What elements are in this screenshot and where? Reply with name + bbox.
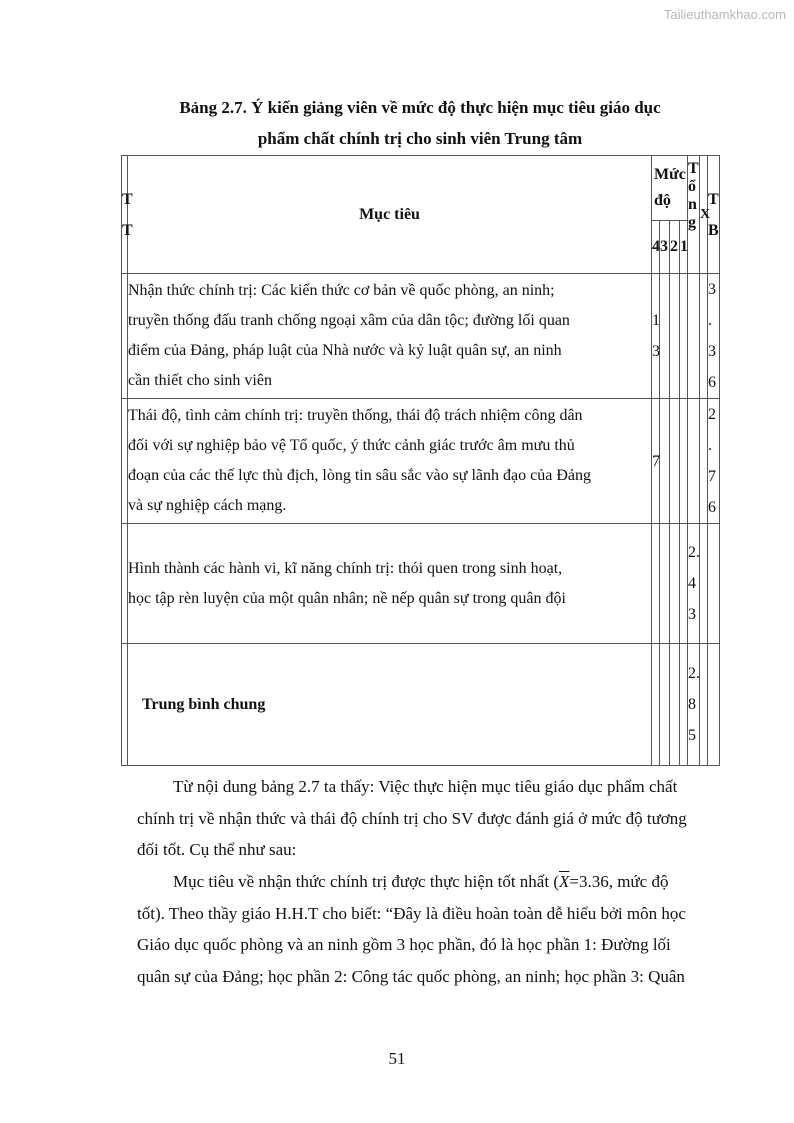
row4-level-2 (670, 644, 680, 766)
table-row (122, 274, 720, 399)
table-row (122, 399, 720, 524)
p1-line-1: Từ nội dung bảng 2.7 ta thấy: Việc thực hiện mục tiêu giáo dục phẩm chất (173, 777, 678, 796)
row3-line-1: Hình thành các hành vi, kĩ năng chính trị: thói quen trong sinh hoạt, (128, 559, 563, 577)
row1-line-3: điểm của Đảng, pháp luật của Nhà nước và kỷ luật quân sự, an ninh (128, 342, 562, 359)
p2-line-4: quân sự của Đảng; học phần 2: Công tác quốc phòng, an ninh; học phần 3: Quân (137, 966, 685, 986)
row3-level-1 (680, 524, 688, 644)
row1-level-4: 1 3 (652, 274, 660, 399)
header-x: X (700, 156, 708, 274)
row2-level-4: 7 (652, 399, 660, 524)
caption-line-1: Bảng 2.7. Ý kiến giảng viên về mức độ thực hiện mục tiêu giáo dục (179, 98, 661, 117)
row2-level-2 (670, 399, 680, 524)
p1-line-2: chính trị về nhận thức và thái độ chính trị cho SV được đánh giá ở mức độ tương (137, 808, 687, 828)
row2-line-2: đối với sự nghiệp bảo vệ Tổ quốc, ý thức cảnh giác trước âm mưu thủ (128, 437, 575, 454)
table-caption (120, 92, 720, 154)
row3-level-3 (660, 524, 670, 644)
row1-level-3 (660, 274, 670, 399)
row1-level-2 (670, 274, 680, 399)
row1-line-1: Nhận thức chính trị: Các kiến thức cơ bản về quốc phòng, an ninh; (128, 282, 555, 299)
row3-objective (128, 524, 652, 644)
row4-level-4 (652, 644, 660, 766)
p2-before: Mục tiêu về nhận thức chính trị được thực hiện tốt nhất ( (173, 872, 559, 891)
row2-line-1: Thái độ, tình cảm chính trị: truyền thống, thái độ trách nhiệm công dân (128, 407, 583, 424)
watermark: Tailieuthamkhao.com (663, 7, 786, 22)
row3-level-2 (670, 524, 680, 644)
row2-line-4: và sự nghiệp cách mạng. (128, 497, 287, 514)
page-number: 51 (388, 1049, 406, 1068)
p2-after: =3.36, mức độ (569, 872, 669, 891)
row1-tb: 3 . 3 6 (708, 274, 720, 399)
row2-line-3: đoạn của các thế lực thù địch, lòng tin sâu sắc vào sự lãnh đạo của Đảng (128, 467, 591, 484)
header-tt: T T (122, 156, 128, 274)
paragraph-1 (137, 771, 719, 866)
row2-level-3 (660, 399, 670, 524)
row2-x (700, 399, 708, 524)
row3-x: 2.43 (688, 524, 700, 644)
table-row (122, 524, 720, 644)
row1-x (700, 274, 708, 399)
row2-objective (128, 399, 652, 524)
row3-tb (708, 524, 720, 644)
row4-level-1 (680, 644, 688, 766)
row2-tong (688, 399, 700, 524)
row1-level-1 (680, 274, 688, 399)
row1-tong (688, 274, 700, 399)
row2-level-1 (680, 399, 688, 524)
row2-tb: 2 . 7 6 (708, 399, 720, 524)
x-bar-symbol: $\overline{X}$ (558, 872, 570, 891)
header-level-1: 1 (680, 221, 688, 274)
row4-x: 2.85 (688, 644, 700, 766)
p2-line-3: Giáo dục quốc phòng và an ninh gồm 3 học phần, đó là học phần 1: Đường lối (137, 935, 671, 954)
row4-tb (708, 644, 720, 766)
row3-x-col (700, 524, 708, 644)
header-level-3: 3 (660, 221, 670, 274)
header-level-2: 2 (670, 221, 680, 274)
header-muc-do: Mức độ (652, 156, 688, 221)
p2-line-2: tốt). Theo thầy giáo H.H.T cho biết: “Đây là điều hoàn toàn dễ hiểu bởi môn học (137, 903, 686, 923)
header-level-4: 4 (652, 221, 660, 274)
row3-line-2: học tập rèn luyện của một quân nhân; nề nếp quân sự trong quân đội (128, 589, 566, 607)
table-row (122, 644, 720, 766)
evaluation-table (121, 155, 720, 766)
row1-objective (128, 274, 652, 399)
p1-line-3: đối tốt. Cụ thể như sau: (137, 840, 297, 859)
row4-level-3 (660, 644, 670, 766)
header-tong: Tổng (688, 156, 700, 274)
header-tb: T B (708, 156, 720, 274)
caption-line-2: phẩm chất chính trị cho sinh viên Trung tâm (257, 129, 583, 148)
header-muc-tieu: Mục tiêu (128, 156, 652, 274)
row3-level-4 (652, 524, 660, 644)
row4-label: Trung bình chung (128, 644, 652, 766)
row4-x-col (700, 644, 708, 766)
row1-line-2: truyền thống đấu tranh chống ngoại xâm của dân tộc; đường lối quan (128, 312, 570, 329)
paragraph-2 (137, 866, 719, 992)
row1-line-4: cần thiết cho sinh viên (128, 372, 272, 389)
